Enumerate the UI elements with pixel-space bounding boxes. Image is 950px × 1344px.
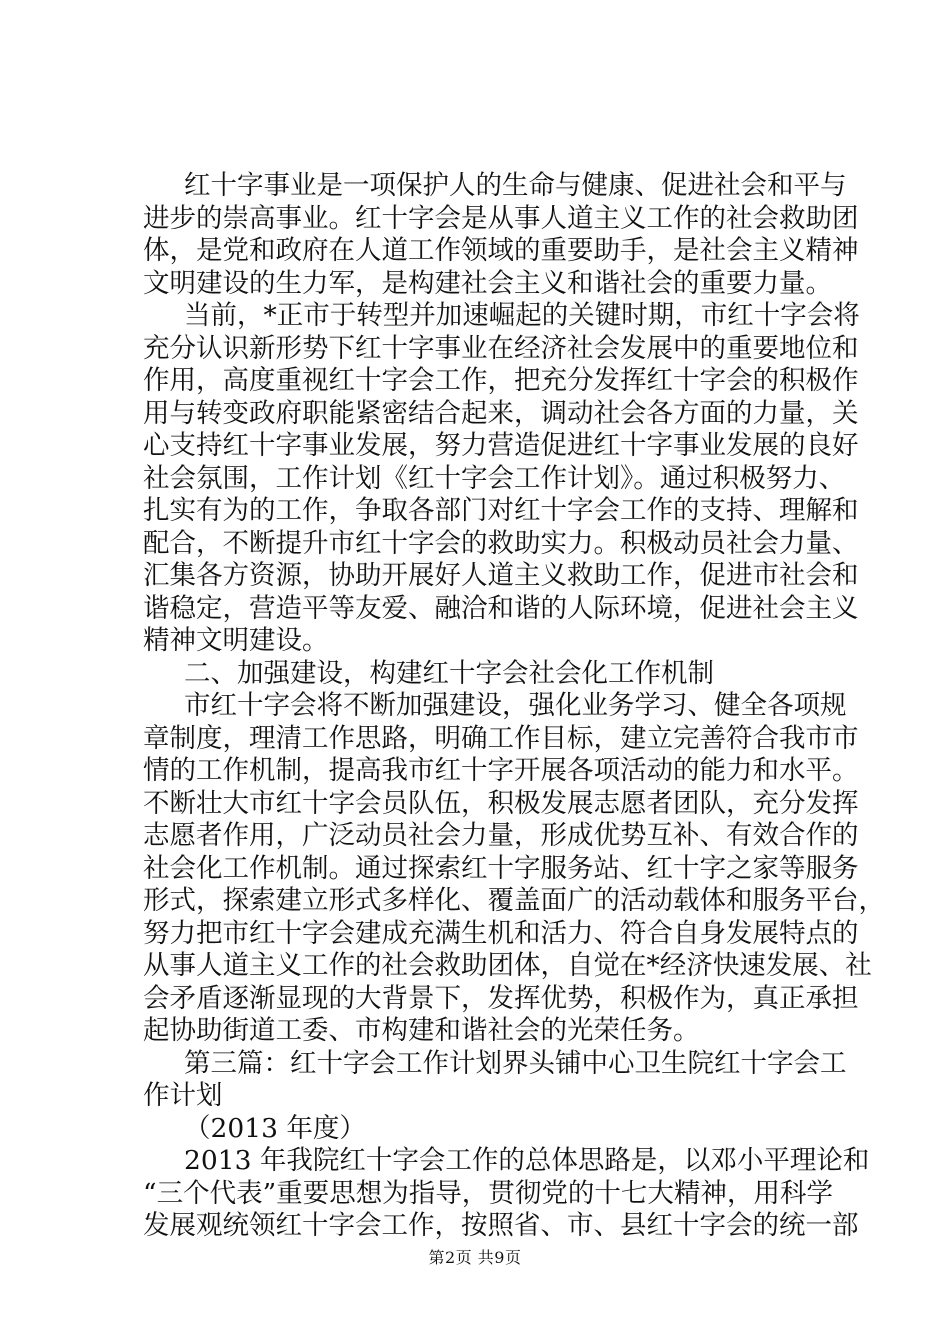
paragraph-line: 配合，不断提升市红十字会的救助实力。积极动员社会力量、 xyxy=(143,527,859,559)
paragraph-line: 从事人道主义工作的社会救助团体，自觉在*经济快速发展、社 xyxy=(143,950,872,981)
paragraph-line: 情的工作机制，提高我市红十字开展各项活动的能力和水平。 xyxy=(143,755,859,786)
chapter-heading: 作计划 xyxy=(143,1080,223,1111)
paragraph-line: 谐稳定，营造平等友爱、融洽和谐的人际环境，促进社会主义 xyxy=(143,592,859,624)
paragraph-line: 当前，*正市于转型并加速崛起的关键时期，市红十字会将 xyxy=(184,300,860,331)
paragraph-line: 努力把市红十字会建成充满生机和活力、符合自身发展特点的 xyxy=(143,917,859,949)
paragraph-line: 用与转变政府职能紧密结合起来，调动社会各方面的力量，关 xyxy=(143,397,859,429)
year-subtitle: （2013 年度） xyxy=(184,1112,366,1144)
paragraph-line: 形式，探索建立形式多样化、覆盖面广的活动载体和服务平台， xyxy=(143,885,885,916)
document-body xyxy=(143,170,885,1243)
paragraph-line: 社会化工作机制。通过探索红十字服务站、红十字之家等服务 xyxy=(143,852,859,884)
paragraph-line: 文明建设的生力军，是构建社会主义和谐社会的重要力量。 xyxy=(143,267,832,299)
paragraph-line: 精神文明建设。 xyxy=(143,625,329,656)
paragraph-line: 发展观统领红十字会工作，按照省、市、县红十字会的统一部 xyxy=(143,1210,859,1241)
paragraph-line: 会矛盾逐渐显现的大背景下，发挥优势，积极作为，真正承担 xyxy=(143,982,859,1014)
paragraph-line: 体，是党和政府在人道工作领域的重要助手，是社会主义精神 xyxy=(143,235,859,266)
paragraph-line: 章制度，理清工作思路，明确工作目标，建立完善符合我市市 xyxy=(143,722,859,754)
paragraph-line: 作用，高度重视红十字会工作，把充分发挥红十字会的积极作 xyxy=(143,365,859,396)
paragraph-line: 心支持红十字事业发展，努力营造促进红十字事业发展的良好 xyxy=(143,430,859,461)
paragraph-line: 扎实有为的工作，争取各部门对红十字会工作的支持、理解和 xyxy=(143,495,859,526)
page-number-footer: 第2页 共9页 xyxy=(428,1248,522,1267)
paragraph-line: 汇集各方资源，协助开展好人道主义救助工作，促进市社会和 xyxy=(143,560,859,591)
paragraph-line: 2013 年我院红十字会工作的总体思路是，以邓小平理论和 xyxy=(184,1145,870,1176)
paragraph-line: 红十字事业是一项保护人的生命与健康、促进社会和平与 xyxy=(184,170,847,201)
paragraph-line: 市红十字会将不断加强建设，强化业务学习、健全各项规 xyxy=(184,690,847,721)
chapter-heading: 第三篇：红十字会工作计划界头铺中心卫生院红十字会工 xyxy=(184,1047,847,1079)
paragraph-line: “三个代表”重要思想为指导，贯彻党的十七大精神，用科学 xyxy=(143,1177,833,1209)
paragraph-line: 不断壮大市红十字会员队伍，积极发展志愿者团队，充分发挥 xyxy=(143,787,859,819)
paragraph-line: 进步的崇高事业。红十字会是从事人道主义工作的社会救助团 xyxy=(143,202,859,234)
paragraph-line: 充分认识新形势下红十字事业在经济社会发展中的重要地位和 xyxy=(143,332,859,364)
section-heading: 二、加强建设，构建红十字会社会化工作机制 xyxy=(184,657,714,689)
paragraph-line: 志愿者作用，广泛动员社会力量，形成优势互补、有效合作的 xyxy=(143,820,859,851)
paragraph-line: 起协助街道工委、市构建和谐社会的光荣任务。 xyxy=(143,1015,700,1046)
paragraph-line: 社会氛围，工作计划《红十字会工作计划》。通过积极努力、 xyxy=(143,462,846,494)
